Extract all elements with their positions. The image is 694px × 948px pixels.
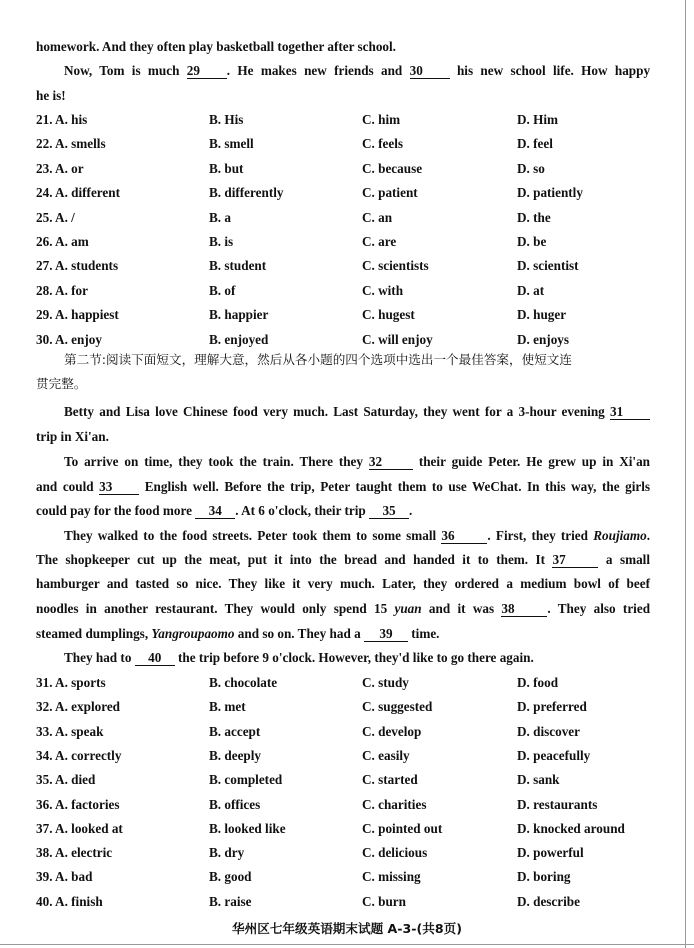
page-edge-bottom: [0, 944, 694, 945]
text-fragment: time.: [411, 626, 440, 641]
text-fragment: . At 6 o'clock, their trip: [235, 503, 366, 518]
option-a: 27. A. students: [36, 258, 119, 274]
option-row: [36, 160, 656, 178]
text-fragment: .: [409, 503, 413, 518]
option-a: 21. A. his: [36, 112, 88, 127]
text-fragment: the trip before 9 o'clock. However, they'd like to go there again.: [178, 650, 534, 665]
text-fragment: English well. Before the trip, Peter taught them to use WeChat. In this way, the girls: [144, 479, 651, 494]
blank-35: 35: [369, 504, 409, 519]
option-d: D. feel: [517, 136, 553, 152]
option-c: C. an: [362, 209, 393, 225]
option-row: [36, 233, 656, 251]
option-c: C. with: [362, 282, 404, 298]
option-b: B. but: [209, 160, 244, 176]
blank-33: 33: [99, 480, 139, 495]
italic-term: Roujiamo: [593, 528, 647, 543]
option-d: D. boring: [517, 869, 571, 885]
blank-38: 38: [501, 602, 547, 617]
option-row: [36, 820, 656, 838]
option-a: 36. A. factories: [36, 796, 120, 812]
option-b: B. completed: [209, 772, 283, 788]
option-c: C. him: [362, 112, 401, 127]
option-b: B. His: [209, 112, 244, 127]
option-c: C. scientists: [362, 258, 429, 274]
passage1-line: [64, 62, 650, 80]
option-row: [36, 257, 656, 275]
option-c: C. are: [362, 234, 397, 249]
option-d: D. food: [517, 675, 559, 690]
option-row: [36, 184, 656, 202]
blank-40: 40: [135, 651, 175, 666]
passage1-line: homework. And they often play basketball together after school.: [36, 39, 396, 54]
option-d: D. preferred: [517, 699, 587, 715]
option-d: D. describe: [517, 893, 580, 909]
passage2-line: [36, 478, 650, 496]
option-d: D. patiently: [517, 185, 583, 201]
italic-term: Yangroupaomo: [151, 626, 235, 641]
option-a: 38. A. electric: [36, 845, 113, 861]
passage2-line: hamburger and tasted so nice. They like it very much. Later, they ordered a medium bowl of beef: [36, 576, 650, 591]
passage2-line: trip in Xi'an.: [36, 429, 109, 444]
option-c: C. hugest: [362, 307, 415, 323]
text-fragment: noodles in another restaurant. They would only spend 15: [36, 601, 388, 616]
option-row: [36, 844, 656, 862]
option-d: D. Him: [517, 112, 559, 127]
option-row: [36, 868, 656, 886]
option-row: [36, 306, 656, 324]
blank-29: 29: [187, 64, 227, 79]
option-d: D. enjoys: [517, 331, 570, 347]
option-d: D. sank: [517, 772, 560, 788]
option-c: C. pointed out: [362, 820, 443, 836]
option-c: C. burn: [362, 893, 406, 909]
option-b: B. accept: [209, 723, 261, 739]
option-a: 35. A. died: [36, 772, 96, 788]
option-c: C. suggested: [362, 699, 433, 715]
option-row: [36, 209, 656, 227]
option-c: C. delicious: [362, 845, 428, 861]
option-c: C. develop: [362, 723, 422, 739]
option-row: [36, 747, 656, 765]
option-b: B. looked like: [209, 820, 286, 836]
passage2-line: [64, 649, 650, 667]
option-row: [36, 893, 656, 911]
option-d: D. the: [517, 209, 551, 225]
option-c: C. easily: [362, 747, 410, 763]
option-a: 30. A. enjoy: [36, 331, 102, 347]
option-b: B. of: [209, 282, 236, 298]
option-a: 40. A. finish: [36, 893, 103, 909]
text-fragment: The shopkeeper cut up the meat, put it into the bread and handed it to them. It: [36, 552, 546, 567]
text-fragment: They had to: [64, 650, 132, 665]
text-fragment: Now, Tom is much: [64, 63, 180, 78]
option-a: 31. A. sports: [36, 675, 106, 690]
text-fragment: Betty and Lisa love Chinese food very much. Last Saturday, they went for a 3-hour evening: [64, 404, 605, 419]
blank-34: 34: [195, 504, 235, 519]
option-c: C. will enjoy: [362, 331, 433, 347]
text-fragment: . He makes new friends and: [226, 63, 403, 78]
text-fragment: and it was: [428, 601, 495, 616]
option-d: D. powerful: [517, 845, 584, 861]
option-d: D. so: [517, 160, 545, 176]
option-a: 25. A. /: [36, 209, 75, 225]
option-d: D. peacefully: [517, 747, 591, 763]
option-d: D. be: [517, 234, 547, 249]
passage2-line: [36, 551, 650, 569]
option-b: B. is: [209, 234, 234, 249]
blank-36: 36: [441, 529, 487, 544]
option-row: [36, 771, 656, 789]
text-fragment: .: [646, 528, 651, 543]
italic-term: yuan: [394, 601, 422, 616]
option-b: B. raise: [209, 893, 252, 909]
option-a: 26. A. am: [36, 234, 89, 249]
page-footer: 华州区七年级英语期末试题 A-3-(共8页): [232, 921, 462, 936]
passage2-line: [64, 527, 650, 545]
text-fragment: . They also tried: [547, 601, 651, 616]
option-c: C. study: [362, 675, 409, 690]
text-fragment: and could: [36, 479, 94, 494]
option-a: 24. A. different: [36, 185, 120, 201]
option-a: 22. A. smells: [36, 136, 106, 152]
option-a: 33. A. speak: [36, 723, 104, 739]
text-fragment: their guide Peter. He grew up in Xi'an: [418, 454, 651, 469]
option-c: C. because: [362, 160, 423, 176]
option-a: 23. A. or: [36, 160, 84, 176]
option-b: B. smell: [209, 136, 254, 152]
option-c: C. missing: [362, 869, 421, 885]
passage2-line: [64, 403, 650, 421]
text-fragment: To arrive on time, they took the train. There they: [64, 454, 364, 469]
option-b: B. differently: [209, 185, 284, 201]
option-b: B. met: [209, 699, 246, 715]
option-a: 37. A. looked at: [36, 820, 123, 836]
option-b: B. enjoyed: [209, 331, 269, 347]
passage2-line: [36, 600, 650, 618]
option-c: C. patient: [362, 185, 418, 201]
option-b: B. offices: [209, 796, 261, 812]
option-d: D. knocked around: [517, 820, 625, 836]
option-row: [36, 698, 656, 716]
blank-37: 37: [552, 553, 598, 568]
blank-31: 31: [610, 405, 650, 420]
option-row: [36, 135, 656, 153]
option-d: D. discover: [517, 723, 580, 739]
option-b: B. chocolate: [209, 675, 278, 690]
blank-39: 39: [364, 627, 408, 642]
page-edge-right: [685, 0, 686, 948]
option-d: D. at: [517, 282, 545, 298]
option-row: [36, 111, 656, 129]
option-b: B. a: [209, 209, 231, 225]
option-c: C. started: [362, 772, 418, 788]
option-d: D. restaurants: [517, 796, 598, 812]
blank-30: 30: [410, 64, 450, 79]
option-row: [36, 796, 656, 814]
text-fragment: They walked to the food streets. Peter took them to some small: [64, 528, 437, 543]
text-fragment: a small: [605, 552, 650, 567]
option-a: 28. A. for: [36, 282, 89, 298]
option-b: B. dry: [209, 845, 245, 861]
option-b: B. deeply: [209, 747, 262, 763]
option-a: 29. A. happiest: [36, 307, 119, 323]
option-row: [36, 282, 656, 300]
option-a: 39. A. bad: [36, 869, 93, 885]
option-row: [36, 723, 656, 741]
option-d: D. scientist: [517, 258, 579, 274]
option-b: B. happier: [209, 307, 269, 323]
text-fragment: . First, they tried: [487, 528, 588, 543]
text-fragment: could pay for the food more: [36, 503, 192, 518]
passage2-line: [36, 625, 650, 643]
option-row: [36, 331, 656, 349]
text-fragment: steamed dumplings,: [36, 626, 149, 641]
blank-32: 32: [369, 455, 413, 470]
passage1-line: he is!: [36, 88, 66, 103]
text-fragment: his new school life. How happy: [456, 63, 651, 78]
option-row: [36, 674, 656, 692]
option-a: 32. A. explored: [36, 699, 121, 715]
option-c: C. feels: [362, 136, 404, 152]
passage2-line: [36, 502, 650, 520]
option-b: B. good: [209, 869, 252, 885]
option-c: C. charities: [362, 796, 427, 812]
option-b: B. student: [209, 258, 267, 274]
text-fragment: and so on. They had a: [237, 626, 361, 641]
option-a: 34. A. correctly: [36, 747, 122, 763]
option-d: D. huger: [517, 307, 567, 323]
passage2-line: [64, 453, 650, 471]
section2-instruction: 第二节:阅读下面短文，理解大意，然后从各小题的四个选项中选出一个最佳答案，使短文连: [64, 352, 572, 367]
section2-instruction: 贯完整。: [36, 376, 87, 391]
